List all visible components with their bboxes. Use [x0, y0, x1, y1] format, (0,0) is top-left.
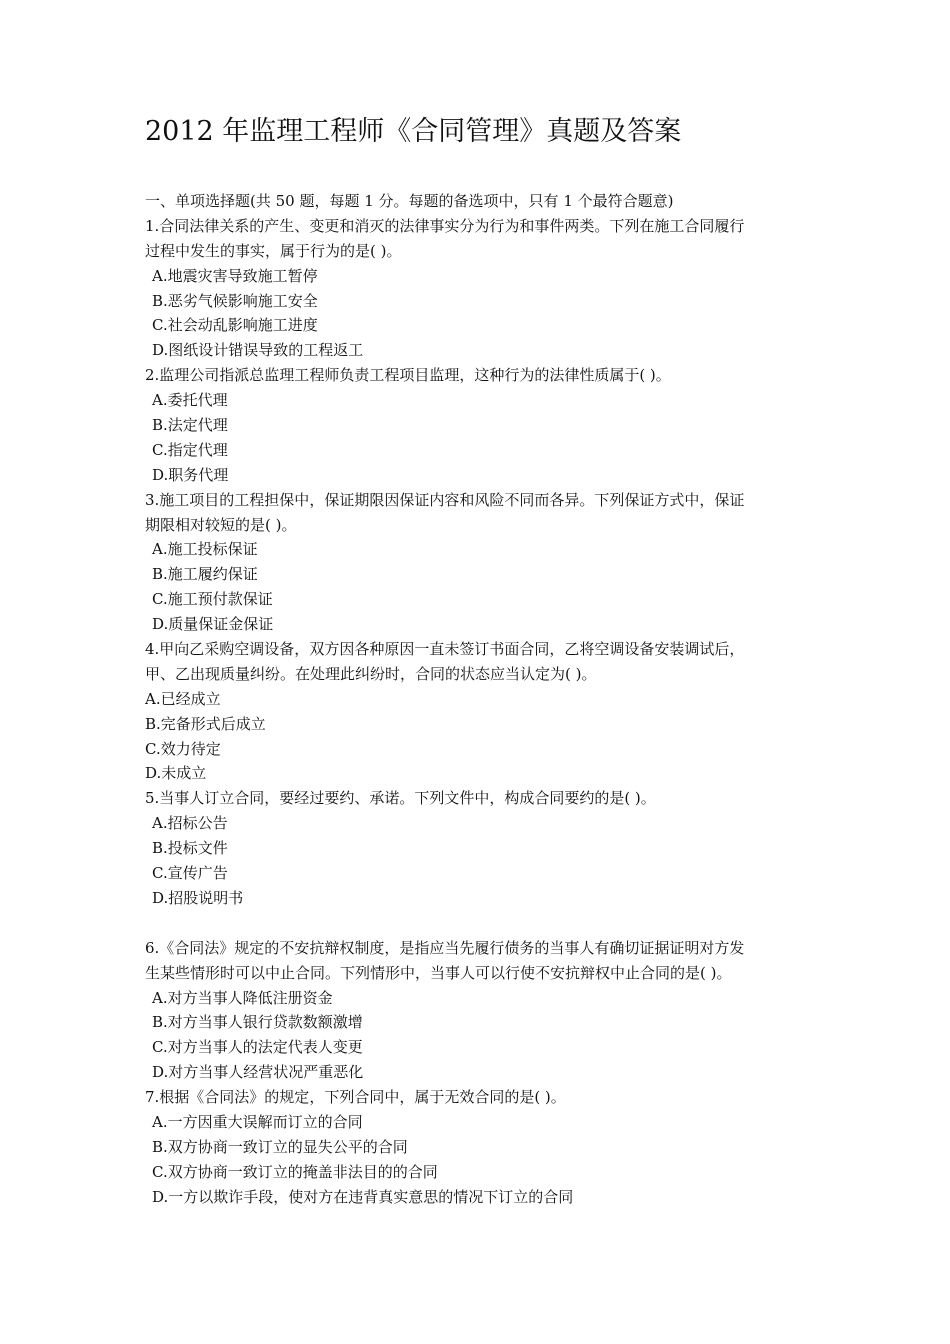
- question-6-stem-line-1: 6.《合同法》规定的不安抗辩权制度，是指应当先履行债务的当事人有确切证据证明对方发: [145, 938, 745, 957]
- document-title: 2012 年监理工程师《合同管理》真题及答案: [145, 116, 682, 147]
- blank-line: [145, 911, 815, 936]
- question-1-stem-line-1: 1.合同法律关系的产生、变更和消灭的法律事实分为行为和事件两类。下列在施工合同履行: [145, 216, 745, 235]
- question-3-option-a: A.施工投标保证: [152, 540, 258, 559]
- question-4-option-b: B.完备形式后成立: [145, 714, 266, 733]
- question-4-option-a: A.已经成立: [145, 689, 221, 708]
- question-6-option-a: A.对方当事人降低注册资金: [152, 988, 333, 1007]
- question-6-option-b: B.对方当事人银行贷款数额激增: [152, 1013, 363, 1032]
- question-3-stem-line-2: 期限相对较短的是( )。: [145, 515, 297, 534]
- question-5-option-c: C.宣传广告: [152, 864, 228, 883]
- question-6-option-c: C.对方当事人的法定代表人变更: [152, 1038, 363, 1057]
- question-4-option-d: D.未成立: [145, 764, 207, 783]
- question-2-stem-line-1: 2.监理公司指派总监理工程师负责工程项目监理，这种行为的法律性质属于( )。: [145, 366, 671, 385]
- question-7-stem-line-1: 7.根据《合同法》的规定，下列合同中，属于无效合同的是( )。: [145, 1088, 566, 1107]
- question-5-stem-line-1: 5.当事人订立合同，要经过要约、承诺。下列文件中，构成合同要约的是( )。: [145, 789, 656, 808]
- question-7-option-d: D.一方以欺诈手段，使对方在违背真实意思的情况下订立的合同: [152, 1187, 574, 1206]
- document-body: [145, 189, 815, 1210]
- question-5-option-a: A.招标公告: [152, 814, 228, 833]
- question-1-option-c: C.社会动乱影响施工进度: [152, 316, 318, 335]
- question-1-stem-line-2: 过程中发生的事实，属于行为的是( )。: [145, 241, 402, 260]
- question-1-option-d: D.图纸设计错误导致的工程返工: [152, 341, 364, 360]
- question-2-option-a: A.委托代理: [152, 391, 228, 410]
- question-4-option-c: C.效力待定: [145, 739, 221, 758]
- question-3-stem-line-1: 3.施工项目的工程担保中，保证期限因保证内容和风险不同而各异。下列保证方式中，保证: [145, 490, 745, 509]
- question-4-stem-line-2: 甲、乙出现质量纠纷。在处理此纠纷时，合同的状态应当认定为( )。: [145, 664, 597, 683]
- question-7-option-a: A.一方因重大误解而订立的合同: [152, 1112, 363, 1131]
- question-2-option-d: D.职务代理: [152, 465, 229, 484]
- question-3-option-b: B.施工履约保证: [152, 565, 258, 584]
- question-7-option-c: C.双方协商一致订立的掩盖非法目的的合同: [152, 1162, 438, 1181]
- question-7-option-b: B.双方协商一致订立的显失公平的合同: [152, 1137, 408, 1156]
- question-5-option-b: B.投标文件: [152, 839, 228, 858]
- question-5-option-d: D.招股说明书: [152, 888, 244, 907]
- question-2-option-c: C.指定代理: [152, 440, 228, 459]
- question-3-option-d: D.质量保证金保证: [152, 615, 274, 634]
- section-heading: 一、单项选择题(共 50 题，每题 1 分。每题的备选项中，只有 1 个最符合题意): [145, 192, 674, 210]
- question-1-option-b: B.恶劣气候影响施工安全: [152, 291, 318, 310]
- question-3-option-c: C.施工预付款保证: [152, 590, 273, 609]
- question-2-option-b: B.法定代理: [152, 416, 228, 435]
- question-4-stem-line-1: 4.甲向乙采购空调设备，双方因各种原因一直未签订书面合同，乙将空调设备安装调试后，: [145, 640, 745, 659]
- question-6-stem-line-2: 生某些情形时可以中止合同。下列情形中，当事人可以行使不安抗辩权中止合同的是( )。: [145, 963, 732, 982]
- question-1-option-a: A.地震灾害导致施工暂停: [152, 266, 318, 285]
- question-6-option-d: D.对方当事人经营状况严重恶化: [152, 1063, 364, 1082]
